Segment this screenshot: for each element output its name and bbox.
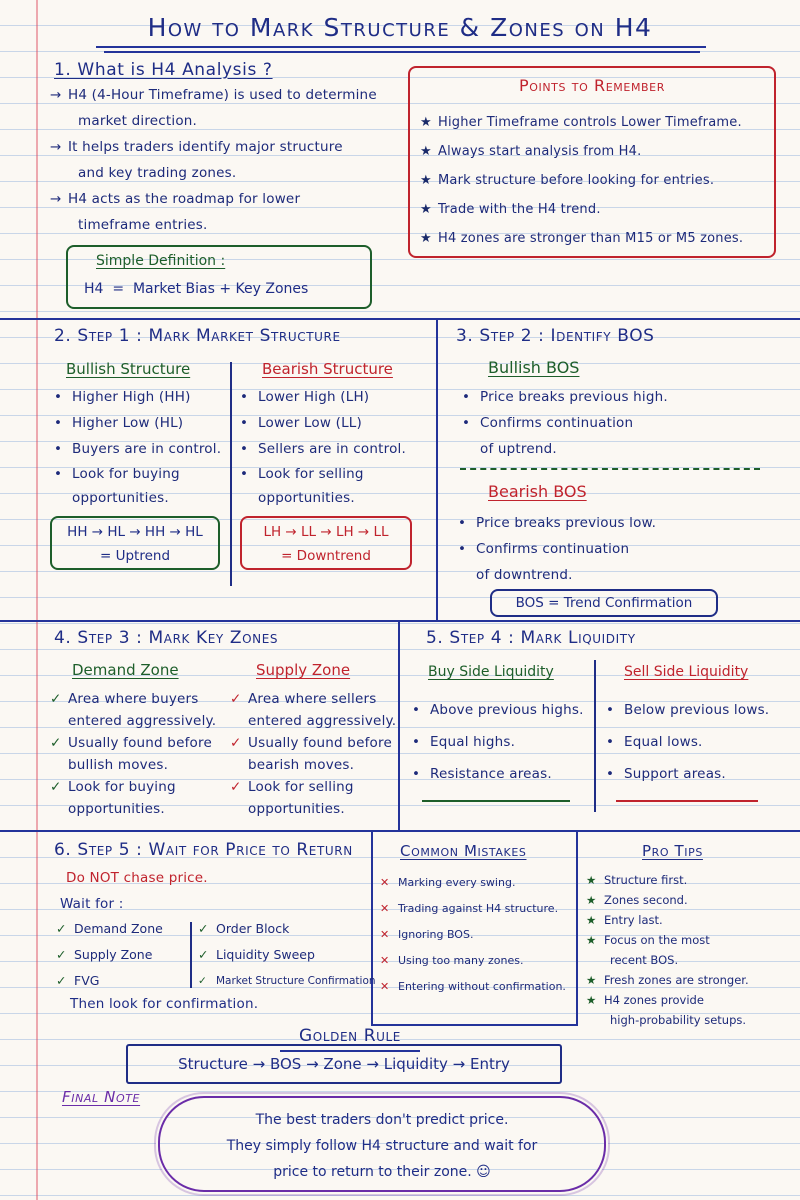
section-5-heading: 5. Step 4 : Mark Liquidity: [426, 628, 636, 648]
section-1-bullets: [50, 82, 390, 238]
golden-rule-text: Structure → BOS → Zone → Liquidity → Entry: [178, 1055, 510, 1073]
bos-confirmation-box: [490, 589, 718, 617]
wait-for-label: Wait for :: [60, 896, 124, 912]
warning-text: Do NOT chase price.: [66, 870, 208, 886]
star-icon: ★: [586, 933, 597, 947]
section-4-heading: 4. Step 3 : Mark Key Zones: [54, 628, 279, 648]
downtrend-sequence: LH → LL → LH → LL: [263, 524, 389, 540]
star-icon: ★: [586, 913, 597, 927]
buy-side-item: Above previous highs.: [430, 702, 584, 718]
check-icon: ✓: [56, 973, 67, 988]
golden-rule-box: [126, 1044, 562, 1084]
section-3-heading: 3. Step 2 : Identify BOS: [456, 326, 655, 346]
bullet-icon: •: [54, 415, 63, 431]
bullet-icon: •: [606, 702, 615, 718]
supply-item: bearish moves.: [248, 757, 355, 773]
mistake-item: Using too many zones.: [398, 954, 524, 967]
downtrend-box: [240, 516, 412, 570]
bearish-item: Lower Low (LL): [258, 415, 362, 431]
page-title: How to Mark Structure & Zones on H4: [147, 13, 653, 42]
golden-rule-title: Golden Rule: [299, 1026, 401, 1046]
check-icon: ✓: [56, 921, 67, 936]
bearish-bos-list: [458, 510, 656, 588]
demand-item: entered aggressively.: [68, 713, 217, 729]
star-icon: ★: [420, 173, 432, 188]
bearish-bos-item: of downtrend.: [476, 567, 573, 583]
structure-divider: [230, 362, 232, 586]
s1-bullet-2-line-2: and key trading zones.: [78, 165, 237, 181]
buy-side-item: Equal highs.: [430, 734, 516, 750]
mistake-item: Entering without confirmation.: [398, 980, 566, 993]
supply-item: opportunities.: [248, 801, 345, 817]
x-icon: ✕: [380, 902, 390, 915]
title-underline: [96, 46, 706, 48]
pro-tips-list: [586, 870, 749, 1030]
bullish-item: Look for buying: [72, 466, 180, 482]
final-note-line-1: The best traders don't predict price.: [255, 1112, 509, 1128]
bearish-item: Lower High (LH): [258, 389, 370, 405]
check-icon: ✓: [50, 691, 62, 707]
mistake-item: Ignoring BOS.: [398, 928, 474, 941]
remember-list: [420, 108, 743, 253]
common-mistakes-title: Common Mistakes: [400, 842, 527, 860]
arrow-icon: →: [50, 87, 62, 103]
bearish-item: Sellers are in control.: [258, 441, 406, 457]
demand-zone-title: Demand Zone: [72, 661, 179, 679]
points-to-remember-box: [408, 66, 776, 258]
divider-row-2: [0, 620, 800, 622]
bullish-structure-list: [54, 384, 221, 510]
sell-side-item: Equal lows.: [624, 734, 703, 750]
divider-col-2: [398, 620, 400, 830]
wait-divider: [190, 922, 192, 988]
s1-bullet-3-line-1: H4 acts as the roadmap for lower: [68, 191, 301, 207]
pro-tip: H4 zones provide: [604, 993, 704, 1007]
bullish-item: Higher Low (HL): [72, 415, 184, 431]
divider-row-1: [0, 318, 800, 320]
remember-item: Higher Timeframe controls Lower Timeframe.: [438, 115, 742, 130]
bullet-icon: •: [458, 515, 467, 531]
arrow-icon: →: [50, 139, 62, 155]
definition-text: H4 = Market Bias + Key Zones: [84, 281, 309, 297]
definition-title: Simple Definition :: [96, 253, 226, 269]
buy-side-list: [412, 694, 584, 790]
mistakes-list: [380, 870, 566, 1000]
sell-side-item: Below previous lows.: [624, 702, 770, 718]
divider-col-1: [436, 318, 438, 620]
s1-bullet-2-line-1: It helps traders identify major structure: [68, 139, 343, 155]
star-icon: ★: [586, 873, 597, 887]
wait-item: Supply Zone: [74, 947, 153, 962]
liquidity-divider: [594, 660, 596, 812]
buy-side-item: Resistance areas.: [430, 766, 552, 782]
bearish-structure-list: [240, 384, 406, 510]
final-note-line-3: price to return to their zone. ☺: [273, 1164, 491, 1180]
wait-item: Liquidity Sweep: [216, 947, 315, 962]
uptrend-box: [50, 516, 220, 570]
bullish-bos-item: Price breaks previous high.: [480, 389, 668, 405]
x-icon: ✕: [380, 876, 390, 889]
sell-side-item: Support areas.: [624, 766, 726, 782]
bullet-icon: •: [240, 466, 249, 482]
check-icon: ✓: [50, 735, 62, 751]
check-icon: ✓: [230, 779, 242, 795]
wait-item: Market Structure Confirmation: [216, 975, 376, 987]
demand-item: bullish moves.: [68, 757, 169, 773]
bullet-icon: •: [412, 702, 421, 718]
sell-side-underline: [616, 800, 758, 802]
bullet-icon: •: [54, 389, 63, 405]
bullish-item: Higher High (HH): [72, 389, 191, 405]
bullet-icon: •: [462, 389, 471, 405]
check-icon: ✓: [50, 779, 62, 795]
bullet-icon: •: [240, 441, 249, 457]
divider-col-4: [576, 830, 578, 1026]
bullish-bos-title: Bullish BOS: [488, 358, 580, 377]
supply-item: entered aggressively.: [248, 713, 397, 729]
bearish-item: opportunities.: [258, 490, 355, 506]
star-icon: ★: [586, 973, 597, 987]
bullet-icon: •: [606, 734, 615, 750]
check-icon: ✓: [56, 947, 67, 962]
sell-side-list: [606, 694, 769, 790]
x-icon: ✕: [380, 928, 390, 941]
divider-row-3: [0, 830, 800, 832]
section-2-heading: 2. Step 1 : Mark Market Structure: [54, 326, 341, 346]
demand-item: opportunities.: [68, 801, 165, 817]
pro-tip: Focus on the most: [604, 933, 710, 947]
bullet-icon: •: [606, 766, 615, 782]
bullet-icon: •: [412, 734, 421, 750]
star-icon: ★: [420, 231, 432, 246]
wait-for-left-list: [56, 916, 163, 994]
check-icon: ✓: [198, 947, 209, 962]
bullish-bos-item: Confirms continuation: [480, 415, 634, 431]
pro-tip: Entry last.: [604, 913, 663, 927]
bos-confirmation-text: BOS = Trend Confirmation: [515, 595, 693, 611]
bearish-bos-item: Confirms continuation: [476, 541, 630, 557]
s1-bullet-1-line-1: H4 (4-Hour Timeframe) is used to determine: [68, 87, 377, 103]
pro-tip: high-probability setups.: [610, 1013, 747, 1027]
bullish-bos-item: of uptrend.: [480, 441, 557, 457]
then-confirmation: Then look for confirmation.: [70, 996, 259, 1012]
x-icon: ✕: [380, 954, 390, 967]
supply-item: Look for selling: [248, 779, 354, 795]
supply-item: Usually found before: [248, 735, 392, 751]
star-icon: ★: [586, 893, 597, 907]
supply-zone-title: Supply Zone: [256, 661, 351, 679]
s1-bullet-1-line-2: market direction.: [78, 113, 198, 129]
supply-item: Area where sellers: [248, 691, 377, 707]
sell-side-liquidity-title: Sell Side Liquidity: [624, 664, 749, 680]
buy-side-liquidity-title: Buy Side Liquidity: [428, 664, 554, 680]
uptrend-sequence: HH → HL → HH → HL: [67, 524, 203, 540]
star-icon: ★: [420, 202, 432, 217]
wait-item: Order Block: [216, 921, 290, 936]
bullet-icon: •: [240, 389, 249, 405]
bullish-bos-list: [462, 384, 668, 462]
pro-tip: Structure first.: [604, 873, 688, 887]
bearish-bos-title: Bearish BOS: [488, 482, 587, 501]
downtrend-label: = Downtrend: [281, 548, 371, 564]
bullet-icon: •: [54, 466, 63, 482]
bos-dashed-divider: [460, 468, 760, 470]
final-note-title: Final Note: [62, 1088, 141, 1106]
bullish-structure-title: Bullish Structure: [66, 360, 191, 378]
bullet-icon: •: [240, 415, 249, 431]
title-underline-second: [104, 51, 700, 53]
bearish-structure-title: Bearish Structure: [262, 360, 393, 378]
remember-item: Trade with the H4 trend.: [438, 202, 601, 217]
pro-tip: Fresh zones are stronger.: [604, 973, 749, 987]
points-to-remember-title: Points to Remember: [519, 76, 665, 95]
check-icon: ✓: [198, 975, 207, 987]
demand-item: Look for buying: [68, 779, 176, 795]
bullet-icon: •: [458, 541, 467, 557]
demand-item: Area where buyers: [68, 691, 199, 707]
uptrend-label: = Uptrend: [99, 548, 171, 564]
buy-side-underline: [422, 800, 570, 802]
bearish-item: Look for selling: [258, 466, 364, 482]
demand-item: Usually found before: [68, 735, 212, 751]
section-6-heading: 6. Step 5 : Wait for Price to Return: [54, 840, 353, 860]
check-icon: ✓: [198, 921, 209, 936]
star-icon: ★: [420, 115, 432, 130]
bullet-icon: •: [54, 441, 63, 457]
demand-zone-list: [50, 688, 216, 820]
remember-item: H4 zones are stronger than M15 or M5 zones.: [438, 231, 744, 246]
star-icon: ★: [586, 993, 597, 1007]
arrow-icon: →: [50, 191, 62, 207]
check-icon: ✓: [230, 691, 242, 707]
bullet-icon: •: [462, 415, 471, 431]
section-1-heading: 1. What is H4 Analysis ?: [54, 60, 273, 80]
x-icon: ✕: [380, 980, 390, 993]
remember-item: Always start analysis from H4.: [438, 144, 642, 159]
wait-item: FVG: [74, 973, 100, 988]
bullish-item: Buyers are in control.: [72, 441, 222, 457]
mistake-item: Marking every swing.: [398, 876, 516, 889]
simple-definition-box: [66, 245, 372, 309]
pro-tip: recent BOS.: [610, 953, 679, 967]
bullet-icon: •: [412, 766, 421, 782]
wait-for-right-list: [198, 916, 376, 994]
pro-tips-title: Pro Tips: [642, 842, 703, 860]
check-icon: ✓: [230, 735, 242, 751]
supply-zone-list: [230, 688, 396, 820]
final-note-line-2: They simply follow H4 structure and wait for: [226, 1138, 538, 1154]
final-note-cloud: [158, 1096, 606, 1192]
pro-tip: Zones second.: [604, 893, 688, 907]
s1-bullet-3-line-2: timeframe entries.: [78, 217, 208, 233]
bearish-bos-item: Price breaks previous low.: [476, 515, 657, 531]
bullish-item: opportunities.: [72, 490, 169, 506]
remember-item: Mark structure before looking for entries.: [438, 173, 715, 188]
star-icon: ★: [420, 144, 432, 159]
mistake-item: Trading against H4 structure.: [398, 902, 559, 915]
wait-item: Demand Zone: [74, 921, 163, 936]
